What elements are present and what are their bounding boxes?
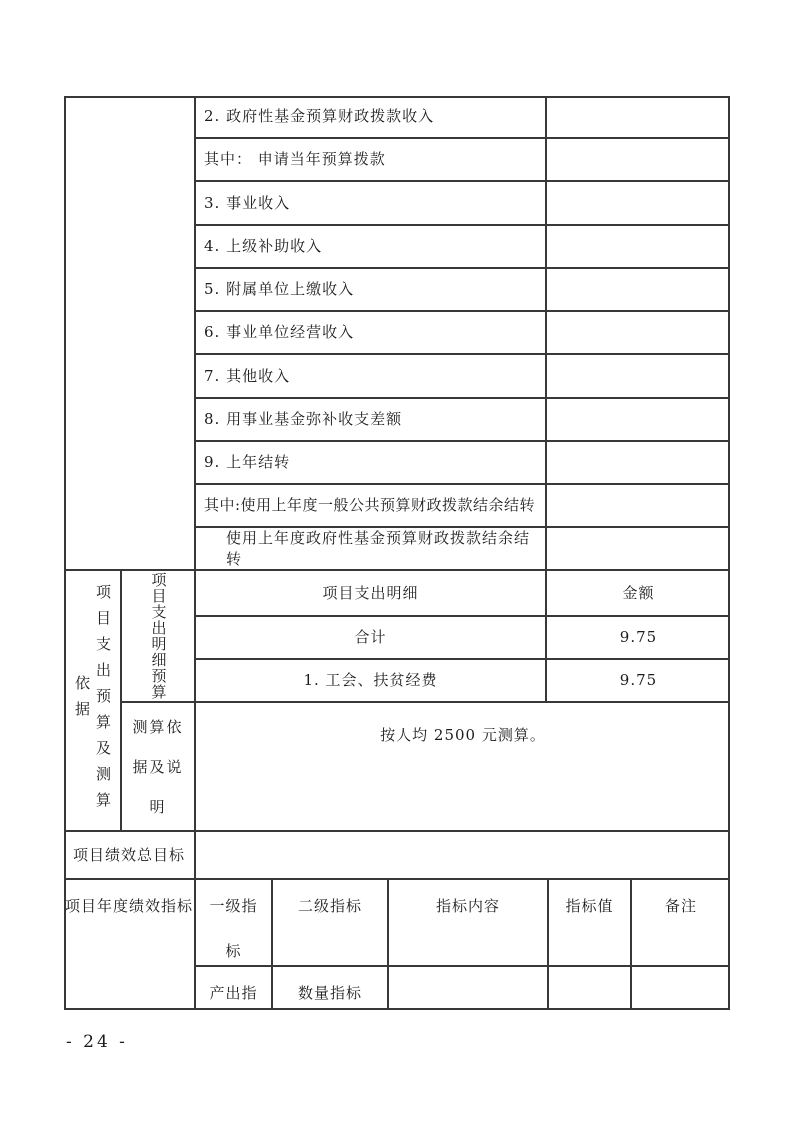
indicator-column-level2: 二级指标: [273, 880, 389, 967]
income-row-label: 3. 事业收入: [196, 182, 547, 226]
indicator-column-value: 指标值: [549, 880, 632, 967]
detail-row-amount: 9.75: [547, 660, 730, 703]
detail-table-column-item: 项目支出明细: [196, 571, 547, 617]
basis-text: 按人均 2500 元测算。: [196, 703, 730, 832]
income-row-label: 2. 政府性基金预算财政拨款收入: [196, 96, 547, 139]
income-row-value: [547, 399, 730, 442]
indicator-column-content: 指标内容: [389, 880, 549, 967]
income-row-label: 使用上年度政府性基金预算财政拨款结余结转: [196, 528, 547, 571]
income-row-label: 5. 附属单位上缴收入: [196, 269, 547, 312]
income-row-value: [547, 96, 730, 139]
income-row-label: 8. 用事业基金弥补收支差额: [196, 399, 547, 442]
basis-label: 测算依据及说明: [122, 703, 196, 832]
indicator-column-level1: 一级指标: [196, 880, 273, 967]
total-goal-value: [196, 832, 730, 880]
annual-indicators-label: 项目年度绩效指标: [64, 880, 196, 1010]
expense-detail-header: 项目支出明细预算: [122, 571, 196, 703]
indicator-row-content: [389, 967, 549, 1010]
income-row-value: [547, 312, 730, 355]
detail-row-item: 1. 工会、扶贫经费: [196, 660, 547, 703]
income-row-value: [547, 139, 730, 182]
income-row-value: [547, 442, 730, 485]
income-row-value: [547, 355, 730, 399]
income-row-label: 7. 其他收入: [196, 355, 547, 399]
income-row-label: 4. 上级补助收入: [196, 226, 547, 269]
income-row-value: [547, 182, 730, 226]
indicator-row-level2: 数量指标: [273, 967, 389, 1010]
detail-table-column-amount: 金额: [547, 571, 730, 617]
income-row-label: 其中:使用上年度一般公共预算财政拨款结余结转: [196, 485, 547, 528]
detail-row-amount: 9.75: [547, 617, 730, 660]
income-row-value: [547, 485, 730, 528]
income-row-value: [547, 528, 730, 571]
income-row-value: [547, 226, 730, 269]
income-row-label: 9. 上年结转: [196, 442, 547, 485]
indicator-row-level1: 产出指: [196, 967, 273, 1010]
total-goal-label: 项目绩效总目标: [64, 832, 196, 880]
income-row-label: 6. 事业单位经营收入: [196, 312, 547, 355]
indicator-column-note: 备注: [632, 880, 730, 967]
detail-row-item: 合计: [196, 617, 547, 660]
income-section-spacer-cell: [64, 96, 196, 571]
indicator-row-value: [549, 967, 632, 1010]
page-number: - 24 -: [66, 1032, 128, 1052]
expense-group-header: 项目支出预算及测算依据: [64, 571, 122, 832]
income-row-value: [547, 269, 730, 312]
indicator-row-note: [632, 967, 730, 1010]
income-row-label: 其中： 申请当年预算拨款: [196, 139, 547, 182]
budget-table: [64, 96, 730, 1010]
